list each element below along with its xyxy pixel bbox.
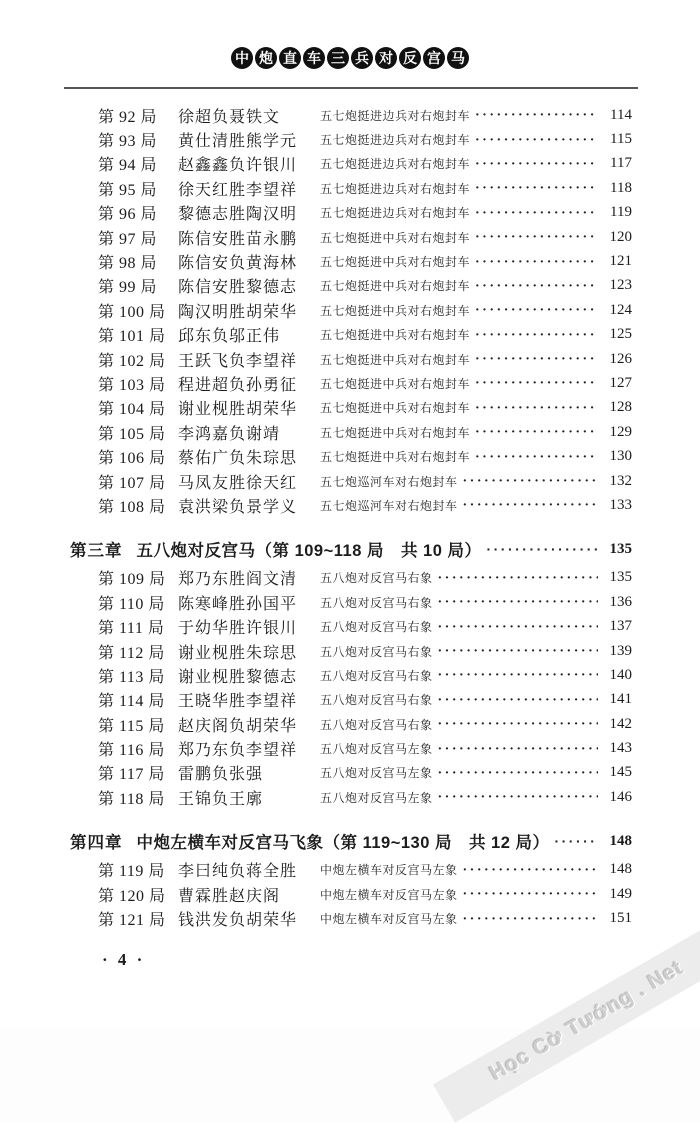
entry-variation: 五七炮挺进边兵对右炮封车 [320, 108, 471, 123]
entry-page-number: 137 [609, 618, 632, 635]
entry-players: 谢业枧胜黎德志 [178, 668, 298, 686]
toc-entry-row [70, 688, 632, 712]
entry-players: 谢业枧胜朱琮思 [178, 644, 298, 662]
entry-game-number: 第 116 局 [98, 742, 165, 760]
dot-leader [433, 691, 598, 709]
entry-game-number: 第 119 局 [98, 863, 165, 881]
entry-variation: 五七炮挺进中兵对右炮封车 [320, 328, 471, 343]
entry-page-number: 125 [609, 326, 632, 343]
entry-page-number: 139 [609, 642, 632, 659]
toc-entry-row [70, 590, 632, 614]
toc-entry-row [70, 469, 632, 493]
entry-page-number: 126 [609, 350, 632, 367]
entry-page-number: 135 [609, 569, 632, 586]
chapter-number: 第三章 [70, 542, 123, 561]
entry-page-number: 132 [609, 472, 632, 489]
chapter-page-number: 135 [609, 540, 632, 557]
entry-game-number: 第 95 局 [98, 181, 158, 199]
entry-players: 钱洪发负胡荣华 [178, 912, 298, 930]
entry-game-number: 第 107 局 [98, 474, 166, 492]
entry-game-number: 第 109 局 [98, 571, 166, 589]
toc-entry-row [70, 639, 632, 663]
entry-variation: 五八炮对反宫马左象 [320, 766, 433, 781]
entry-players: 徐超负聂铁文 [178, 108, 281, 126]
dot-leader [458, 496, 598, 514]
entry-variation: 五八炮对反宫马右象 [320, 595, 433, 610]
entry-players: 雷鹏负张强 [178, 766, 264, 784]
dot-leader [470, 155, 598, 173]
dot-leader [470, 448, 598, 466]
entry-variation: 中炮左横车对反宫马左象 [320, 912, 458, 927]
entry-players: 陈信安胜苗永鹏 [178, 230, 298, 248]
entry-page-number: 140 [609, 666, 632, 683]
entry-variation: 五七炮巡河车对右炮封车 [320, 474, 458, 489]
entry-players: 王锦负王廓 [178, 790, 264, 808]
toc-entry-row [70, 249, 632, 273]
toc-entry-row [70, 396, 632, 420]
entry-variation: 五七炮挺进中兵对右炮封车 [320, 401, 471, 416]
entry-game-number: 第 100 局 [98, 303, 166, 321]
entry-page-number: 148 [609, 861, 632, 878]
entry-variation: 五七炮挺进边兵对右炮封车 [320, 133, 471, 148]
entry-variation: 五七炮挺进中兵对右炮封车 [320, 303, 471, 318]
entry-game-number: 第 102 局 [98, 352, 166, 370]
entry-game-number: 第 93 局 [98, 133, 158, 151]
entry-players: 黎德志胜陶汉明 [178, 206, 298, 224]
entry-players: 陈信安负黄海林 [178, 255, 298, 273]
dot-leader [433, 740, 598, 758]
entry-variation: 五八炮对反宫马左象 [320, 790, 433, 805]
entry-game-number: 第 105 局 [98, 425, 166, 443]
chapter-number: 第四章 [70, 834, 123, 853]
dot-leader [470, 106, 598, 124]
dot-leader [433, 715, 598, 733]
entry-players: 郑乃东负李望祥 [178, 742, 298, 760]
header-divider [64, 87, 638, 89]
entry-players: 李曰纯负蒋全胜 [178, 863, 298, 881]
entry-page-number: 114 [610, 106, 632, 123]
header-char: 反 [399, 47, 421, 69]
entry-page-number: 129 [609, 423, 632, 440]
toc-entry-row [70, 298, 632, 322]
entry-game-number: 第 108 局 [98, 498, 166, 516]
header-char: 中 [231, 47, 253, 69]
entry-page-number: 133 [609, 496, 632, 513]
entry-page-number: 124 [609, 301, 632, 318]
dot-leader [433, 593, 598, 611]
entry-page-number: 143 [609, 740, 632, 757]
header-char: 对 [375, 47, 397, 69]
entry-page-number: 145 [609, 764, 632, 781]
toc-entry-row [70, 103, 632, 127]
toc-entry-row [70, 323, 632, 347]
dot-leader [470, 253, 598, 271]
page-header-title [0, 47, 700, 69]
watermark-band [433, 919, 700, 1122]
chapter-title: 五八炮对反宫马（第 109~118 局 共 10 局） [136, 542, 482, 561]
dot-leader [433, 642, 598, 660]
entry-game-number: 第 115 局 [98, 717, 165, 735]
entry-variation: 五七炮挺进中兵对右炮封车 [320, 230, 471, 245]
toc-entry-row [70, 882, 632, 906]
toc-entry-row [70, 785, 632, 809]
entry-page-number: 141 [609, 691, 632, 708]
entry-players: 黄仕清胜熊学元 [178, 133, 298, 151]
entry-game-number: 第 97 局 [98, 230, 158, 248]
dot-leader [470, 228, 598, 246]
entry-players: 邱东负邬正伟 [178, 328, 281, 346]
entry-players: 李鸿嘉负谢靖 [178, 425, 281, 443]
dot-leader [481, 540, 598, 559]
entry-variation: 五七炮挺进中兵对右炮封车 [320, 450, 471, 465]
entry-game-number: 第 103 局 [98, 376, 166, 394]
toc-entry-row [70, 201, 632, 225]
toc-entry-row [70, 347, 632, 371]
entry-players: 赵庆阁负胡荣华 [178, 717, 298, 735]
entry-page-number: 149 [609, 885, 632, 902]
entry-game-number: 第 121 局 [98, 912, 166, 930]
toc-entry-row [70, 566, 632, 590]
entry-variation: 五八炮对反宫马右象 [320, 668, 433, 683]
entry-variation: 五七炮挺进中兵对右炮封车 [320, 425, 471, 440]
entry-page-number: 117 [610, 155, 632, 172]
entry-game-number: 第 98 局 [98, 255, 158, 273]
entry-variation: 五七炮挺进中兵对右炮封车 [320, 352, 471, 367]
entry-game-number: 第 114 局 [98, 693, 165, 711]
toc-entry-row [70, 371, 632, 395]
dot-leader [470, 374, 598, 392]
entry-page-number: 142 [609, 715, 632, 732]
entry-page-number: 136 [609, 593, 632, 610]
toc-entry-row [70, 127, 632, 151]
dot-leader [470, 326, 598, 344]
toc-entry-row [70, 736, 632, 760]
folio-page-number: · 4 · [102, 950, 146, 969]
entry-players: 郑乃东胜阎文清 [178, 571, 298, 589]
entry-variation: 五七炮挺进中兵对右炮封车 [320, 376, 471, 391]
chapter-page-number: 148 [609, 832, 632, 849]
entry-players: 陈寒峰胜孙国平 [178, 595, 298, 613]
dot-leader [470, 131, 598, 149]
entry-variation: 中炮左横车对反宫马左象 [320, 863, 458, 878]
dot-leader [458, 885, 598, 903]
entry-variation: 五八炮对反宫马右象 [320, 693, 433, 708]
dot-leader [433, 666, 598, 684]
entry-game-number: 第 92 局 [98, 108, 158, 126]
dot-leader [470, 301, 598, 319]
toc [70, 103, 632, 931]
chapter-title: 中炮左横车对反宫马飞象（第 119~130 局 共 12 局） [136, 834, 550, 853]
entry-players: 马凤友胜徐天红 [178, 474, 298, 492]
entry-page-number: 127 [609, 374, 632, 391]
toc-entry-row [70, 225, 632, 249]
dot-leader [433, 618, 598, 636]
toc-entry-row [70, 493, 632, 517]
entry-page-number: 118 [610, 179, 632, 196]
entry-game-number: 第 104 局 [98, 401, 166, 419]
entry-game-number: 第 99 局 [98, 279, 158, 297]
entry-players: 袁洪梁负景学义 [178, 498, 298, 516]
dot-leader [433, 569, 598, 587]
dot-leader [458, 472, 598, 490]
entry-players: 曹霖胜赵庆阁 [178, 887, 281, 905]
entry-game-number: 第 96 局 [98, 206, 158, 224]
entry-players: 陶汉明胜胡荣华 [178, 303, 298, 321]
entry-players: 程进超负孙勇征 [178, 376, 298, 394]
entry-page-number: 146 [609, 788, 632, 805]
dot-leader [470, 277, 598, 295]
toc-entry-row [70, 614, 632, 638]
header-char: 宫 [423, 47, 445, 69]
entry-game-number: 第 106 局 [98, 450, 166, 468]
entry-variation: 五八炮对反宫马右象 [320, 717, 433, 732]
entry-game-number: 第 118 局 [98, 790, 165, 808]
entry-variation: 五七炮挺进中兵对右炮封车 [320, 255, 471, 270]
entry-players: 王跃飞负李望祥 [178, 352, 298, 370]
entry-variation: 五七炮挺进边兵对右炮封车 [320, 206, 471, 221]
entry-variation: 五八炮对反宫马右象 [320, 644, 433, 659]
watermark-text: Học Cờ Tướng . Net [485, 955, 688, 1086]
header-char: 三 [327, 47, 349, 69]
entry-variation: 五七炮巡河车对右炮封车 [320, 498, 458, 513]
entry-players: 蔡佑广负朱琮思 [178, 450, 298, 468]
entry-page-number: 121 [609, 253, 632, 270]
toc-chapter-row [70, 536, 632, 563]
toc-entry-row [70, 274, 632, 298]
dot-leader [433, 788, 598, 806]
entry-game-number: 第 101 局 [98, 328, 166, 346]
toc-entry-row [70, 906, 632, 930]
entry-players: 徐天红胜李望祥 [178, 181, 298, 199]
entry-page-number: 120 [609, 228, 632, 245]
header-char: 炮 [255, 47, 277, 69]
entry-variation: 五七炮挺进边兵对右炮封车 [320, 181, 471, 196]
entry-players: 王晓华胜李望祥 [178, 693, 298, 711]
entry-variation: 五八炮对反宫马左象 [320, 742, 433, 757]
entry-page-number: 151 [609, 910, 632, 927]
entry-variation: 五八炮对反宫马右象 [320, 571, 433, 586]
entry-players: 于幼华胜许银川 [178, 620, 298, 638]
entry-variation: 五七炮挺进边兵对右炮封车 [320, 157, 471, 172]
toc-chapter-row [70, 828, 632, 855]
header-char: 车 [303, 47, 325, 69]
dot-leader [458, 910, 598, 928]
header-char: 马 [447, 47, 469, 69]
entry-players: 陈信安胜黎德志 [178, 279, 298, 297]
toc-entry-row [70, 858, 632, 882]
dot-leader [433, 764, 598, 782]
dot-leader [470, 350, 598, 368]
dot-leader [549, 832, 598, 851]
toc-entry-row [70, 420, 632, 444]
entry-page-number: 115 [610, 131, 632, 148]
entry-game-number: 第 94 局 [98, 157, 158, 175]
entry-page-number: 123 [609, 277, 632, 294]
entry-players: 谢业枧胜胡荣华 [178, 401, 298, 419]
entry-page-number: 128 [609, 399, 632, 416]
entry-page-number: 119 [610, 204, 632, 221]
entry-game-number: 第 113 局 [98, 668, 165, 686]
dot-leader [470, 423, 598, 441]
entry-game-number: 第 110 局 [98, 595, 165, 613]
toc-entry-row [70, 712, 632, 736]
toc-entry-row [70, 444, 632, 468]
header-char: 直 [279, 47, 301, 69]
dot-leader [470, 399, 598, 417]
entry-page-number: 130 [609, 448, 632, 465]
entry-game-number: 第 117 局 [98, 766, 165, 784]
toc-entry-row [70, 152, 632, 176]
entry-game-number: 第 111 局 [98, 620, 165, 638]
entry-variation: 中炮左横车对反宫马左象 [320, 887, 458, 902]
header-char: 兵 [351, 47, 373, 69]
dot-leader [458, 861, 598, 879]
toc-entry-row [70, 176, 632, 200]
entry-variation: 五七炮挺进中兵对右炮封车 [320, 279, 471, 294]
dot-leader [470, 204, 598, 222]
toc-entry-row [70, 663, 632, 687]
entry-game-number: 第 120 局 [98, 887, 166, 905]
entry-variation: 五八炮对反宫马右象 [320, 620, 433, 635]
toc-entry-row [70, 761, 632, 785]
dot-leader [470, 179, 598, 197]
entry-game-number: 第 112 局 [98, 644, 165, 662]
entry-players: 赵鑫鑫负许银川 [178, 157, 298, 175]
